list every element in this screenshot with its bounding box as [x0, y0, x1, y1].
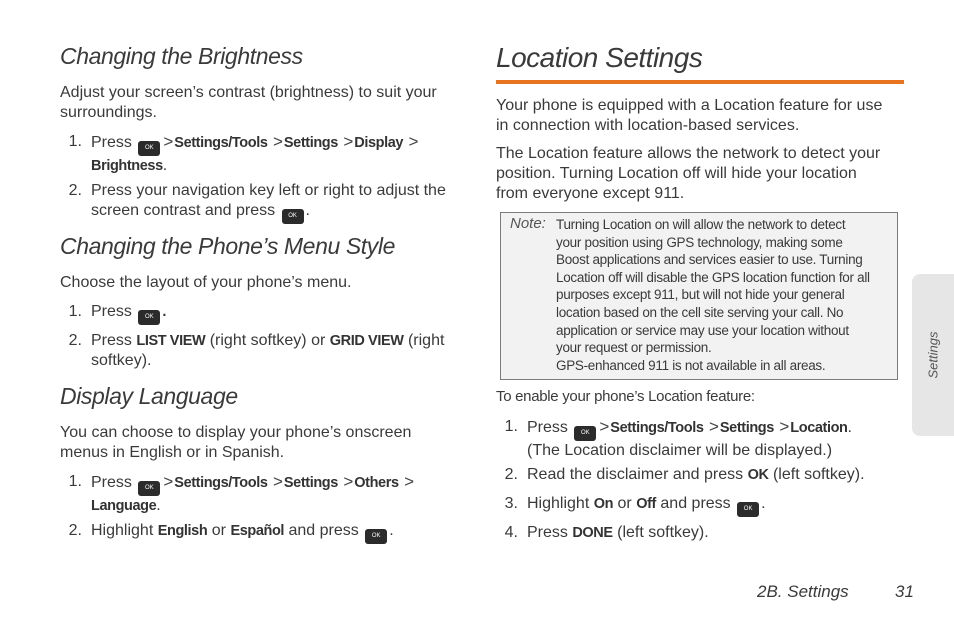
- separator: >: [599, 417, 610, 436]
- title-rule: [496, 80, 904, 84]
- section-side-tab: [912, 274, 954, 436]
- note-box: [500, 212, 898, 380]
- ok-key-icon: OK: [138, 310, 160, 325]
- separator: >: [779, 417, 790, 436]
- side-tab-label: Settings: [925, 331, 941, 379]
- separator: >: [343, 472, 354, 491]
- note-label: Note:: [510, 215, 546, 232]
- ok-key-icon: OK: [365, 529, 387, 544]
- heading-menu-style: Changing the Phone’s Menu Style: [60, 233, 395, 259]
- separator: >: [163, 132, 174, 151]
- ok-key-icon: OK: [282, 209, 304, 224]
- ok-key-icon: OK: [138, 141, 160, 156]
- heading-brightness: Changing the Brightness: [60, 43, 303, 69]
- separator: >: [404, 472, 415, 491]
- location-para-2: The Location feature allows the network to detect your position. Turning Location off will hide your location from everyone except 911.: [496, 145, 881, 202]
- brightness-intro: Adjust your screen’s contrast (brightness) to suit your surroundings.: [60, 84, 437, 121]
- page-title: Location Settings: [496, 42, 703, 73]
- ok-key-icon: OK: [574, 426, 596, 441]
- heading-display-language: Display Language: [60, 383, 238, 409]
- separator: >: [408, 132, 419, 151]
- menu-style-intro: Choose the layout of your phone’s menu.: [60, 274, 352, 291]
- language-intro: You can choose to display your phone’s onscreen menus in English or in Spanish.: [60, 424, 412, 461]
- separator: >: [343, 132, 354, 151]
- separator: >: [708, 417, 719, 436]
- location-para-1: Your phone is equipped with a Location feature for use in connection with location-based services.: [496, 97, 883, 134]
- separator: >: [163, 472, 174, 491]
- ok-key-icon: OK: [737, 502, 759, 517]
- ok-key-icon: OK: [138, 481, 160, 496]
- note-body: Turning Location on will allow the network to detect your position using GPS technology, making some Boost applications and services easier to use. Turning Location off will disable the GPS location function for all purposes except 911, but will not hide your general location based on the cell site serving your call. No application or service may use your location without your request or permission. GPS-enhanced 911 is not available in all areas.: [556, 217, 870, 373]
- footer-section: 2B. Settings: [757, 582, 849, 601]
- enable-intro: To enable your phone’s Location feature:: [496, 388, 755, 405]
- separator: >: [272, 132, 283, 151]
- page-number: 31: [895, 582, 914, 601]
- separator: >: [272, 472, 283, 491]
